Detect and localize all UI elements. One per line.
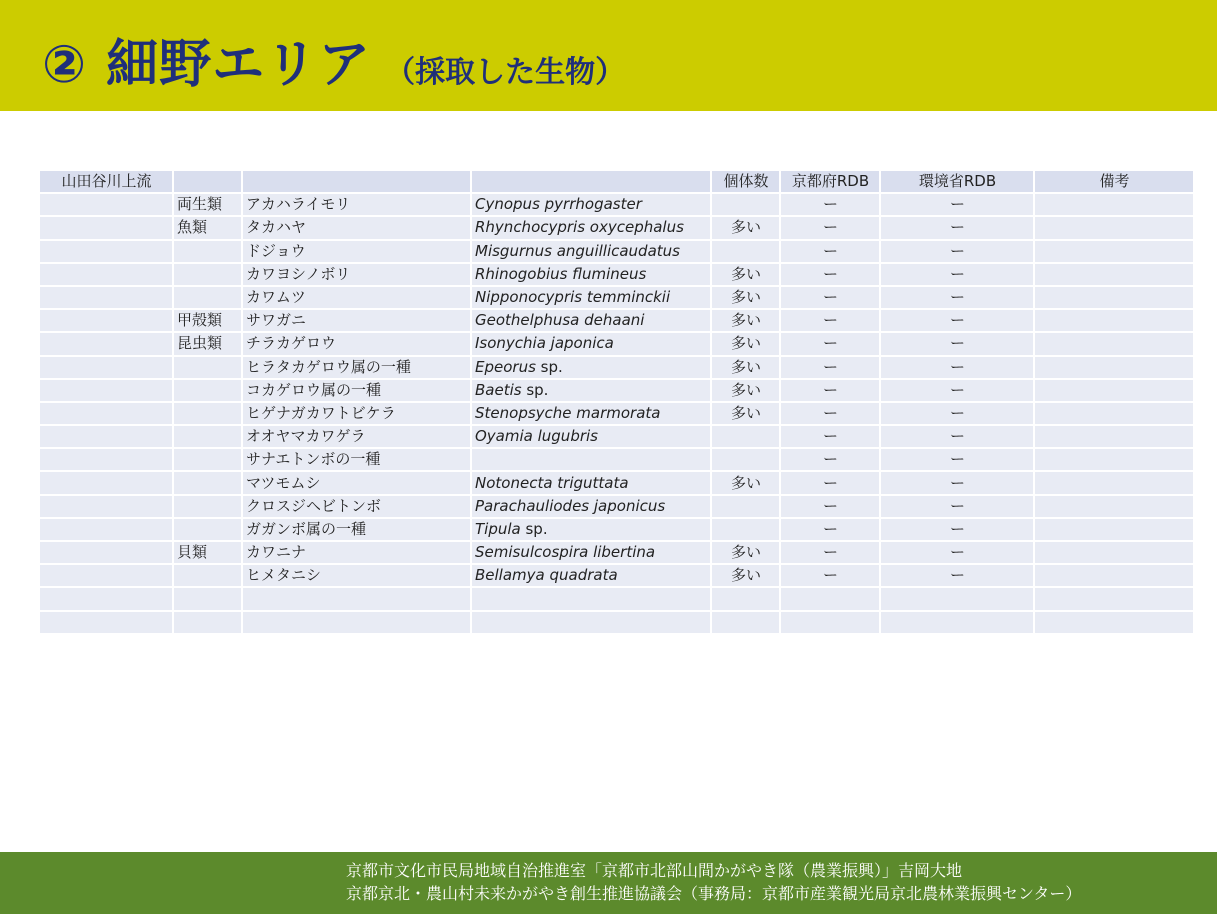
- env-rdb-cell: ー: [880, 495, 1034, 518]
- notes-cell: [1034, 611, 1194, 634]
- kyoto-rdb-cell: ー: [780, 263, 880, 286]
- env-rdb-cell: ー: [880, 286, 1034, 309]
- kyoto-rdb-cell: ー: [780, 356, 880, 379]
- count-cell: [711, 240, 780, 263]
- kyoto-rdb-cell: ー: [780, 309, 880, 332]
- footer-line-2: 京都京北・農山村未来かがやき創生推進協議会（事務局：京都市産業観光局京北農林業振興センター）: [346, 884, 1082, 903]
- notes-cell: [1034, 309, 1194, 332]
- header-count: 個体数: [711, 170, 780, 193]
- table-header-row: [39, 170, 1194, 193]
- scientific-name-suffix: sp.: [535, 357, 563, 376]
- japanese-name-cell: タカハヤ: [242, 216, 471, 239]
- table-row: [39, 263, 1194, 286]
- scientific-name-cell: [471, 356, 711, 379]
- scientific-name-cell: [471, 495, 711, 518]
- scientific-name-cell: [471, 611, 711, 634]
- area-cell: [39, 286, 173, 309]
- area-cell: [39, 240, 173, 263]
- group-cell: [173, 495, 242, 518]
- table-row: [39, 240, 1194, 263]
- notes-cell: [1034, 448, 1194, 471]
- group-cell: [173, 518, 242, 541]
- group-cell: 昆虫類: [173, 332, 242, 355]
- table-row: [39, 611, 1194, 634]
- kyoto-rdb-cell: ー: [780, 193, 880, 216]
- group-cell: [173, 240, 242, 263]
- table-row: [39, 587, 1194, 610]
- scientific-name-cell: [471, 240, 711, 263]
- footer-line-1: 京都市文化市民局地域自治推進室「京都市北部山間かがやき隊（農業振興）」吉岡大地: [346, 861, 963, 880]
- area-cell: [39, 263, 173, 286]
- env-rdb-cell: ー: [880, 332, 1034, 355]
- kyoto-rdb-cell: ー: [780, 541, 880, 564]
- notes-cell: [1034, 332, 1194, 355]
- table-row: [39, 216, 1194, 239]
- env-rdb-cell: ー: [880, 518, 1034, 541]
- notes-cell: [1034, 495, 1194, 518]
- scientific-name-cell: [471, 471, 711, 494]
- japanese-name-cell: アカハライモリ: [242, 193, 471, 216]
- notes-cell: [1034, 193, 1194, 216]
- title-subtitle: （採取した生物）: [385, 55, 626, 90]
- scientific-name: Notonecta triguttata: [475, 473, 629, 492]
- scientific-name-cell: [471, 448, 711, 471]
- area-cell: [39, 611, 173, 634]
- scientific-name-cell: [471, 216, 711, 239]
- table-row: [39, 564, 1194, 587]
- env-rdb-cell: ー: [880, 471, 1034, 494]
- kyoto-rdb-cell: ー: [780, 471, 880, 494]
- area-cell: [39, 541, 173, 564]
- table-row: [39, 379, 1194, 402]
- count-cell: 多い: [711, 309, 780, 332]
- area-cell: [39, 193, 173, 216]
- area-cell: [39, 309, 173, 332]
- env-rdb-cell: ー: [880, 425, 1034, 448]
- env-rdb-cell: ー: [880, 541, 1034, 564]
- kyoto-rdb-cell: ー: [780, 495, 880, 518]
- group-cell: [173, 379, 242, 402]
- area-cell: [39, 379, 173, 402]
- group-cell: [173, 564, 242, 587]
- header-env-rdb: 環境省RDB: [880, 170, 1034, 193]
- japanese-name-cell: カワニナ: [242, 541, 471, 564]
- notes-cell: [1034, 379, 1194, 402]
- kyoto-rdb-cell: ー: [780, 286, 880, 309]
- count-cell: [711, 425, 780, 448]
- table-row: [39, 402, 1194, 425]
- notes-cell: [1034, 425, 1194, 448]
- count-cell: 多い: [711, 541, 780, 564]
- group-cell: [173, 611, 242, 634]
- kyoto-rdb-cell: [780, 611, 880, 634]
- notes-cell: [1034, 356, 1194, 379]
- japanese-name-cell: ガガンボ属の一種: [242, 518, 471, 541]
- count-cell: [711, 611, 780, 634]
- table-row: [39, 471, 1194, 494]
- scientific-name-cell: [471, 309, 711, 332]
- count-cell: 多い: [711, 356, 780, 379]
- footer-bar: [0, 852, 1217, 914]
- area-cell: [39, 471, 173, 494]
- notes-cell: [1034, 587, 1194, 610]
- scientific-name-cell: [471, 379, 711, 402]
- group-cell: [173, 587, 242, 610]
- group-cell: 甲殻類: [173, 309, 242, 332]
- japanese-name-cell: クロスジヘビトンボ: [242, 495, 471, 518]
- table-row: [39, 193, 1194, 216]
- group-cell: [173, 448, 242, 471]
- count-cell: 多い: [711, 263, 780, 286]
- count-cell: [711, 587, 780, 610]
- area-cell: [39, 332, 173, 355]
- scientific-name-cell: [471, 587, 711, 610]
- group-cell: [173, 286, 242, 309]
- header-japanese-name: [242, 170, 471, 193]
- japanese-name-cell: コカゲロウ属の一種: [242, 379, 471, 402]
- count-cell: [711, 495, 780, 518]
- group-cell: [173, 471, 242, 494]
- count-cell: 多い: [711, 332, 780, 355]
- japanese-name-cell: ドジョウ: [242, 240, 471, 263]
- notes-cell: [1034, 471, 1194, 494]
- header-scientific-name: [471, 170, 711, 193]
- scientific-name-cell: [471, 518, 711, 541]
- count-cell: 多い: [711, 402, 780, 425]
- japanese-name-cell: マツモムシ: [242, 471, 471, 494]
- japanese-name-cell: カワヨシノボリ: [242, 263, 471, 286]
- scientific-name: Rhynchocypris oxycephalus: [475, 218, 684, 237]
- notes-cell: [1034, 518, 1194, 541]
- notes-cell: [1034, 541, 1194, 564]
- species-table: [38, 169, 1195, 635]
- japanese-name-cell: カワムツ: [242, 286, 471, 309]
- japanese-name-cell: ヒメタニシ: [242, 564, 471, 587]
- notes-cell: [1034, 216, 1194, 239]
- scientific-name-cell: [471, 332, 711, 355]
- scientific-name-cell: [471, 286, 711, 309]
- scientific-name-cell: [471, 425, 711, 448]
- group-cell: 魚類: [173, 216, 242, 239]
- count-cell: 多い: [711, 379, 780, 402]
- kyoto-rdb-cell: ー: [780, 216, 880, 239]
- count-cell: [711, 193, 780, 216]
- env-rdb-cell: ー: [880, 263, 1034, 286]
- notes-cell: [1034, 402, 1194, 425]
- group-cell: [173, 425, 242, 448]
- scientific-name-cell: [471, 541, 711, 564]
- count-cell: [711, 448, 780, 471]
- env-rdb-cell: ー: [880, 379, 1034, 402]
- scientific-name: Semisulcospira libertina: [475, 543, 656, 562]
- kyoto-rdb-cell: [780, 587, 880, 610]
- area-cell: [39, 564, 173, 587]
- notes-cell: [1034, 240, 1194, 263]
- scientific-name: Isonychia japonica: [475, 334, 614, 353]
- group-cell: 貝類: [173, 541, 242, 564]
- scientific-name-cell: [471, 564, 711, 587]
- scientific-name-cell: [471, 193, 711, 216]
- notes-cell: [1034, 564, 1194, 587]
- table-row: [39, 309, 1194, 332]
- env-rdb-cell: ー: [880, 309, 1034, 332]
- scientific-name: Oyamia lugubris: [475, 427, 598, 446]
- notes-cell: [1034, 286, 1194, 309]
- area-cell: [39, 518, 173, 541]
- header-bar: [0, 0, 1217, 111]
- area-cell: [39, 495, 173, 518]
- scientific-name: Geothelphusa dehaani: [475, 311, 645, 330]
- kyoto-rdb-cell: ー: [780, 564, 880, 587]
- header-notes: 備考: [1034, 170, 1194, 193]
- footer-text: [346, 859, 1081, 905]
- title-main: ② 細野エリア: [42, 35, 372, 95]
- count-cell: 多い: [711, 471, 780, 494]
- scientific-name-suffix: sp.: [520, 519, 548, 538]
- env-rdb-cell: ー: [880, 448, 1034, 471]
- scientific-name: Nipponocypris temminckii: [475, 288, 671, 307]
- kyoto-rdb-cell: ー: [780, 402, 880, 425]
- table-row: [39, 495, 1194, 518]
- scientific-name: Misgurnus anguillicaudatus: [475, 241, 680, 260]
- kyoto-rdb-cell: ー: [780, 379, 880, 402]
- group-cell: [173, 263, 242, 286]
- scientific-name-cell: [471, 263, 711, 286]
- env-rdb-cell: ー: [880, 240, 1034, 263]
- count-cell: 多い: [711, 564, 780, 587]
- page-title: [42, 22, 625, 97]
- kyoto-rdb-cell: ー: [780, 425, 880, 448]
- scientific-name: Stenopsyche marmorata: [475, 403, 661, 422]
- count-cell: [711, 518, 780, 541]
- env-rdb-cell: ー: [880, 402, 1034, 425]
- table-row: [39, 425, 1194, 448]
- area-cell: [39, 356, 173, 379]
- scientific-name: Bellamya quadrata: [475, 566, 618, 585]
- scientific-name: Cynopus pyrrhogaster: [475, 195, 642, 214]
- env-rdb-cell: [880, 587, 1034, 610]
- japanese-name-cell: ヒラタカゲロウ属の一種: [242, 356, 471, 379]
- header-area: 山田谷川上流: [39, 170, 173, 193]
- area-cell: [39, 216, 173, 239]
- area-cell: [39, 425, 173, 448]
- kyoto-rdb-cell: ー: [780, 448, 880, 471]
- japanese-name-cell: サナエトンボの一種: [242, 448, 471, 471]
- scientific-name-suffix: sp.: [521, 380, 549, 399]
- header-kyoto-rdb: 京都府RDB: [780, 170, 880, 193]
- table-row: [39, 286, 1194, 309]
- count-cell: 多い: [711, 216, 780, 239]
- env-rdb-cell: [880, 611, 1034, 634]
- env-rdb-cell: ー: [880, 356, 1034, 379]
- table-row: [39, 518, 1194, 541]
- japanese-name-cell: サワガニ: [242, 309, 471, 332]
- notes-cell: [1034, 263, 1194, 286]
- table-row: [39, 332, 1194, 355]
- count-cell: 多い: [711, 286, 780, 309]
- japanese-name-cell: [242, 611, 471, 634]
- area-cell: [39, 587, 173, 610]
- japanese-name-cell: チラカゲロウ: [242, 332, 471, 355]
- japanese-name-cell: [242, 587, 471, 610]
- scientific-name: Epeorus: [475, 357, 536, 376]
- table-row: [39, 541, 1194, 564]
- env-rdb-cell: ー: [880, 564, 1034, 587]
- area-cell: [39, 448, 173, 471]
- group-cell: [173, 402, 242, 425]
- kyoto-rdb-cell: ー: [780, 518, 880, 541]
- scientific-name: Tipula: [475, 519, 521, 538]
- kyoto-rdb-cell: ー: [780, 332, 880, 355]
- header-group: [173, 170, 242, 193]
- table-row: [39, 356, 1194, 379]
- japanese-name-cell: オオヤマカワゲラ: [242, 425, 471, 448]
- group-cell: [173, 356, 242, 379]
- scientific-name: Parachauliodes japonicus: [475, 496, 666, 515]
- scientific-name-cell: [471, 402, 711, 425]
- kyoto-rdb-cell: ー: [780, 240, 880, 263]
- group-cell: 両生類: [173, 193, 242, 216]
- area-cell: [39, 402, 173, 425]
- env-rdb-cell: ー: [880, 193, 1034, 216]
- scientific-name: Baetis: [475, 380, 522, 399]
- scientific-name: Rhinogobius flumineus: [475, 264, 647, 283]
- japanese-name-cell: ヒゲナガカワトビケラ: [242, 402, 471, 425]
- env-rdb-cell: ー: [880, 216, 1034, 239]
- table-row: [39, 448, 1194, 471]
